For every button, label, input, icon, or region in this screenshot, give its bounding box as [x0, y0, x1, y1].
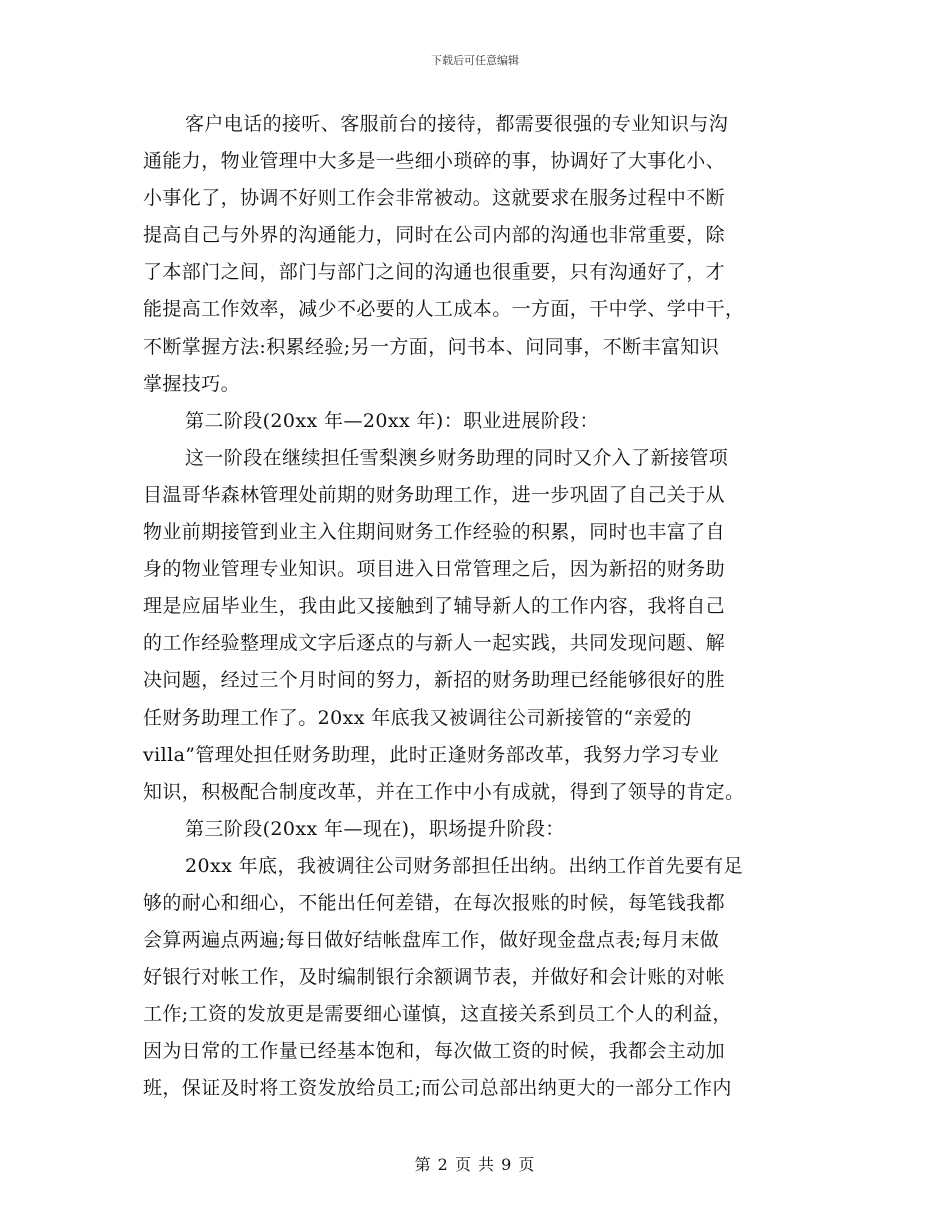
text-line: 身的物业管理专业知识。项目进入日常管理之后，因为新招的财务助	[143, 558, 726, 581]
text-line: 物业前期接管到业主入住期间财务工作经验的积累，同时也丰富了自	[143, 521, 726, 544]
text-line: 够的耐心和细心，不能出任何差错，在每次报账的时候，每笔钱我都	[143, 891, 726, 914]
text-line: 通能力，物业管理中大多是一些细小琐碎的事，协调好了大事化小、	[143, 150, 726, 173]
text-line: 能提高工作效率，减少不必要的人工成本。一方面，干中学、学中干，	[143, 298, 745, 321]
text-line: 任财务助理工作了。20xx 年底我又被调往公司新接管的“亲爱的	[143, 706, 692, 729]
text-line: 了本部门之间，部门与部门之间的沟通也很重要，只有沟通好了，才	[143, 261, 726, 284]
text-line: 知识，积极配合制度改革，并在工作中小有成就，得到了领导的肯定。	[143, 780, 745, 803]
text-line: 工作;工资的发放更是需要细心谨慎，这直接关系到员工个人的利益，	[143, 1003, 732, 1026]
page-footer: 第 2 页 共 9 页	[414, 1155, 536, 1174]
text-line: 提高自己与外界的沟通能力，同时在公司内部的沟通也非常重要，除	[143, 224, 726, 247]
section-heading: 第三阶段(20xx 年—现在)，职场提升阶段：	[185, 817, 565, 840]
text-line: 这一阶段在继续担任雪梨澳乡财务助理的同时又介入了新接管项	[185, 446, 729, 469]
text-line: 客户电话的接听、客服前台的接待，都需要很强的专业知识与沟	[185, 113, 729, 135]
text-line: 班，保证及时将工资发放给员工;而公司总部出纳更大的一部分工作内	[143, 1077, 732, 1100]
text-line: 好银行对帐工作，及时编制银行余额调节表，并做好和会计账的对帐	[143, 966, 726, 989]
text-line: 不断掌握方法:积累经验;另一方面，问书本、问同事，不断丰富知识	[143, 335, 720, 358]
text-line: 因为日常的工作量已经基本饱和，每次做工资的时候，我都会主动加	[143, 1040, 726, 1063]
text-line: 目温哥华森林管理处前期的财务助理工作，进一步巩固了自己关于从	[143, 483, 726, 506]
text-line: 决问题，经过三个月时间的努力，新招的财务助理已经能够很好的胜	[143, 669, 726, 692]
section-heading: 第二阶段(20xx 年—20xx 年)：职业进展阶段：	[185, 409, 599, 432]
text-line: villa”管理处担任财务助理，此时正逢财务部改革，我努力学习专业	[143, 743, 720, 766]
text-line: 20xx 年底，我被调往公司财务部担任出纳。出纳工作首先要有足	[185, 854, 744, 877]
page-header: 下载后可任意编辑	[431, 54, 519, 67]
text-line: 理是应届毕业生，我由此又接触到了辅导新人的工作内容，我将自己	[143, 595, 726, 618]
text-line: 小事化了，协调不好则工作会非常被动。这就要求在服务过程中不断	[143, 187, 726, 210]
document-body	[143, 106, 809, 1108]
text-line: 的工作经验整理成文字后逐点的与新人一起实践，共同发现问题、解	[143, 632, 726, 655]
text-line: 掌握技巧。	[143, 372, 241, 395]
text-line: 会算两遍点两遍;每日做好结帐盘库工作，做好现金盘点表;每月末做	[143, 929, 720, 952]
